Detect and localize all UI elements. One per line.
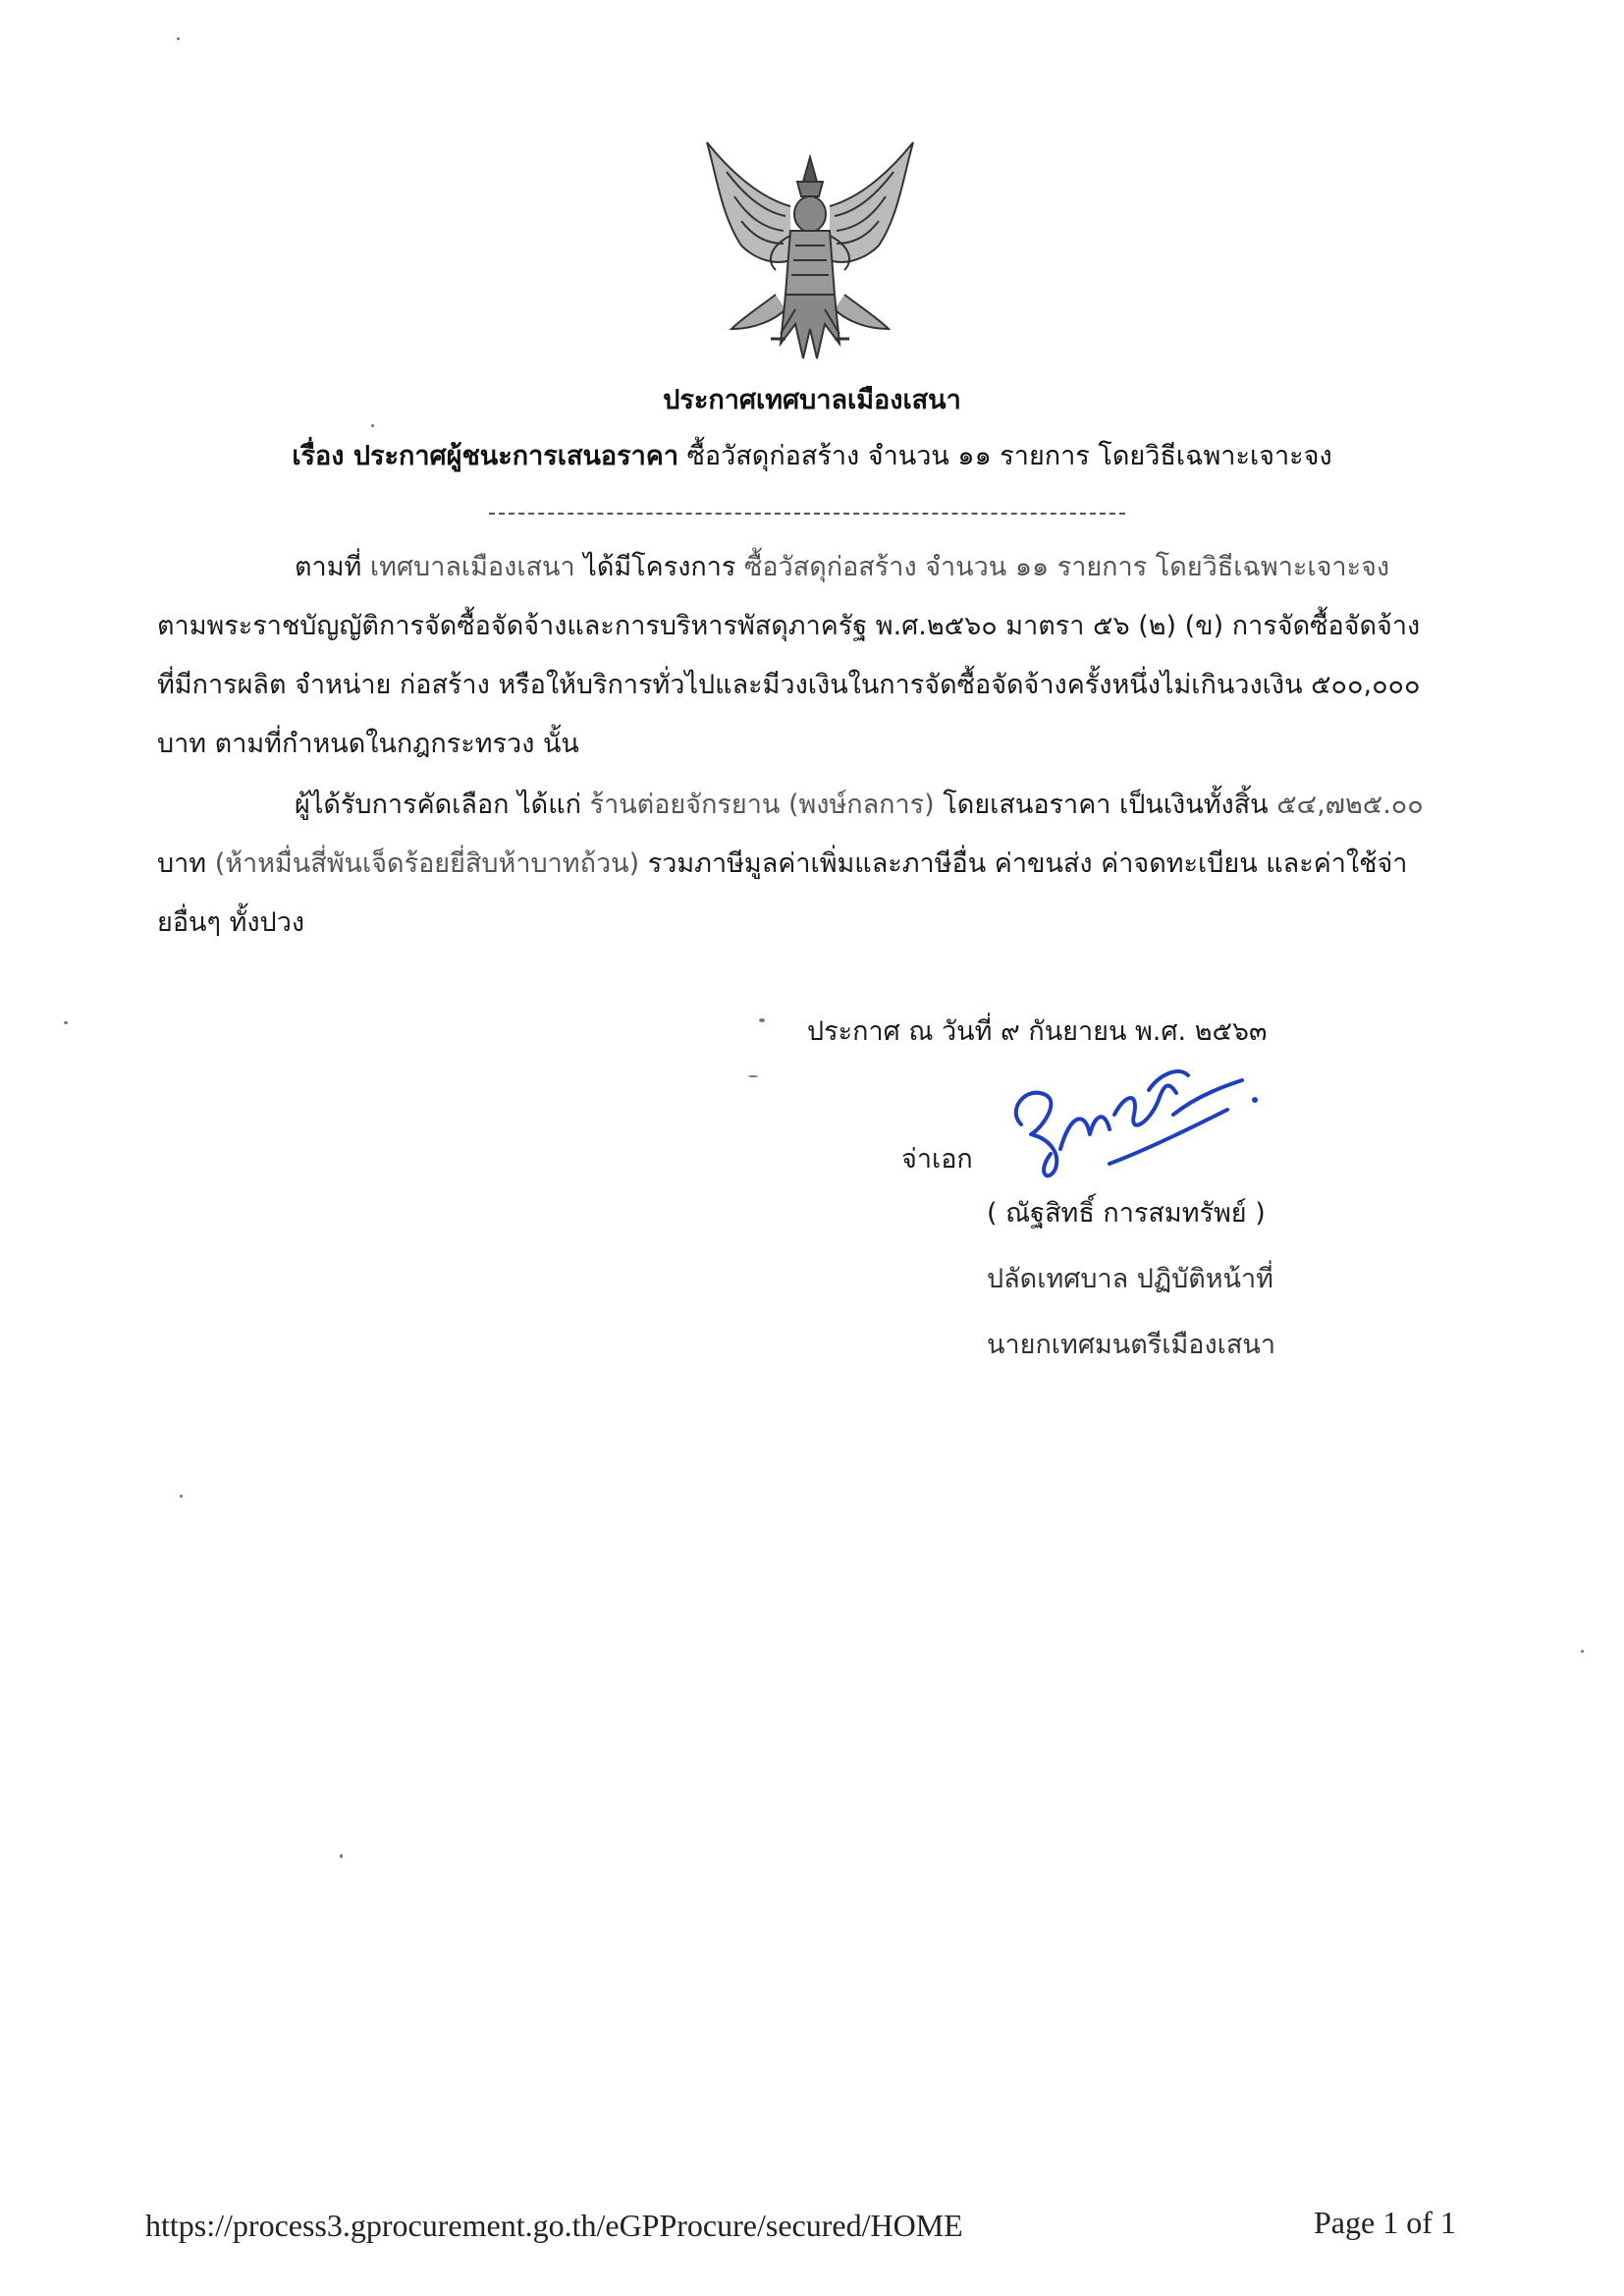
p1-organization: เทศบาลเมืองเสนา: [369, 552, 575, 582]
footer-url: https://process3.gprocurement.go.th/eGPProcure/secured/HOME: [145, 2208, 963, 2243]
p2-amount-words: (ห้าหมื่นสี่พันเจ็ดร้อยยี่สิบห้าบาทถ้วน): [214, 848, 640, 879]
signer-rank: จ่าเอก: [901, 1144, 973, 1175]
scan-speck: [64, 1021, 68, 1024]
signer-name: ( ณัฐสิทธิ์ การสมทรัพย์ ): [987, 1198, 1266, 1229]
scan-speck: [180, 1495, 183, 1498]
announcement-date: ประกาศ ณ วันที่ ๙ กันยายน พ.ศ. ๒๕๖๓: [807, 1016, 1268, 1047]
p1-project: ซื้อวัสดุก่อสร้าง จำนวน ๑๑ รายการ โดยวิธีเฉพาะเจาะจง: [744, 552, 1390, 582]
p2-vendor: ร้านต่อยจักรยาน (พงษ์กลการ): [589, 790, 935, 820]
title-divider: [489, 513, 1125, 515]
subject-detail: ซื้อวัสดุก่อสร้าง จำนวน ๑๑ รายการ โดยวิธีเฉพาะเจาะจง: [686, 441, 1332, 471]
scan-speck: [1581, 1650, 1584, 1653]
scan-speck: [748, 1075, 758, 1077]
p2-rest: รวมภาษีมูลค่าเพิ่มและภาษีอื่น ค่าขนส่ง ค่าจดทะเบียน และค่าใช้จ่ายอื่นๆ ทั้งปวง: [157, 848, 1408, 938]
scan-speck: [371, 424, 374, 427]
p2-mid: โดยเสนอราคา เป็นเงินทั้งสิ้น: [943, 790, 1269, 820]
p2-amount: ๕๔,๗๒๕.๐๐: [1276, 790, 1424, 820]
announcement-subject: [0, 434, 1624, 476]
scan-speck: [340, 1854, 343, 1858]
paragraph-winner: [157, 776, 1434, 953]
footer-page-number: Page 1 of 1: [1314, 2205, 1456, 2240]
subject-prefix: เรื่อง ประกาศผู้ชนะการเสนอราคา: [292, 441, 679, 471]
p1-rest: ตามพระราชบัญญัติการจัดซื้อจัดจ้างและการบริหารพัสดุภาครัฐ พ.ศ.๒๕๖๐ มาตรา ๕๖ (๒) (ข) การจัดซื้อจัดจ้างที่มีการผลิต จำหน่าย ก่อสร้าง หรือให้บริการทั่วไปและมีวงเงินในการจัดซื้อจัดจ้างครั้งหนึ่งไม่เกินวงเงิน ๕๐๐,๐๐๐ บาท ตามที่กำหนดในกฎกระทรวง นั้น: [157, 611, 1421, 759]
paragraph-project: [157, 538, 1434, 774]
garuda-emblem: [687, 137, 933, 373]
p1-start: ตามที่: [295, 552, 362, 582]
p2-start: ผู้ได้รับการคัดเลือก ได้แก่: [295, 790, 581, 820]
announcement-organization: ประกาศเทศบาลเมืองเสนา: [663, 385, 961, 415]
p1-mid: ได้มีโครงการ: [583, 552, 736, 582]
handwritten-signature: [1001, 1056, 1267, 1193]
signer-acting-position: นายกเทศมนตรีเมืองเสนา: [987, 1330, 1275, 1360]
scan-speck: [759, 1018, 765, 1022]
p2-baht: บาท: [157, 848, 207, 879]
signer-position: ปลัดเทศบาล ปฏิบัติหน้าที่: [987, 1264, 1273, 1294]
scan-speck: [177, 37, 180, 40]
